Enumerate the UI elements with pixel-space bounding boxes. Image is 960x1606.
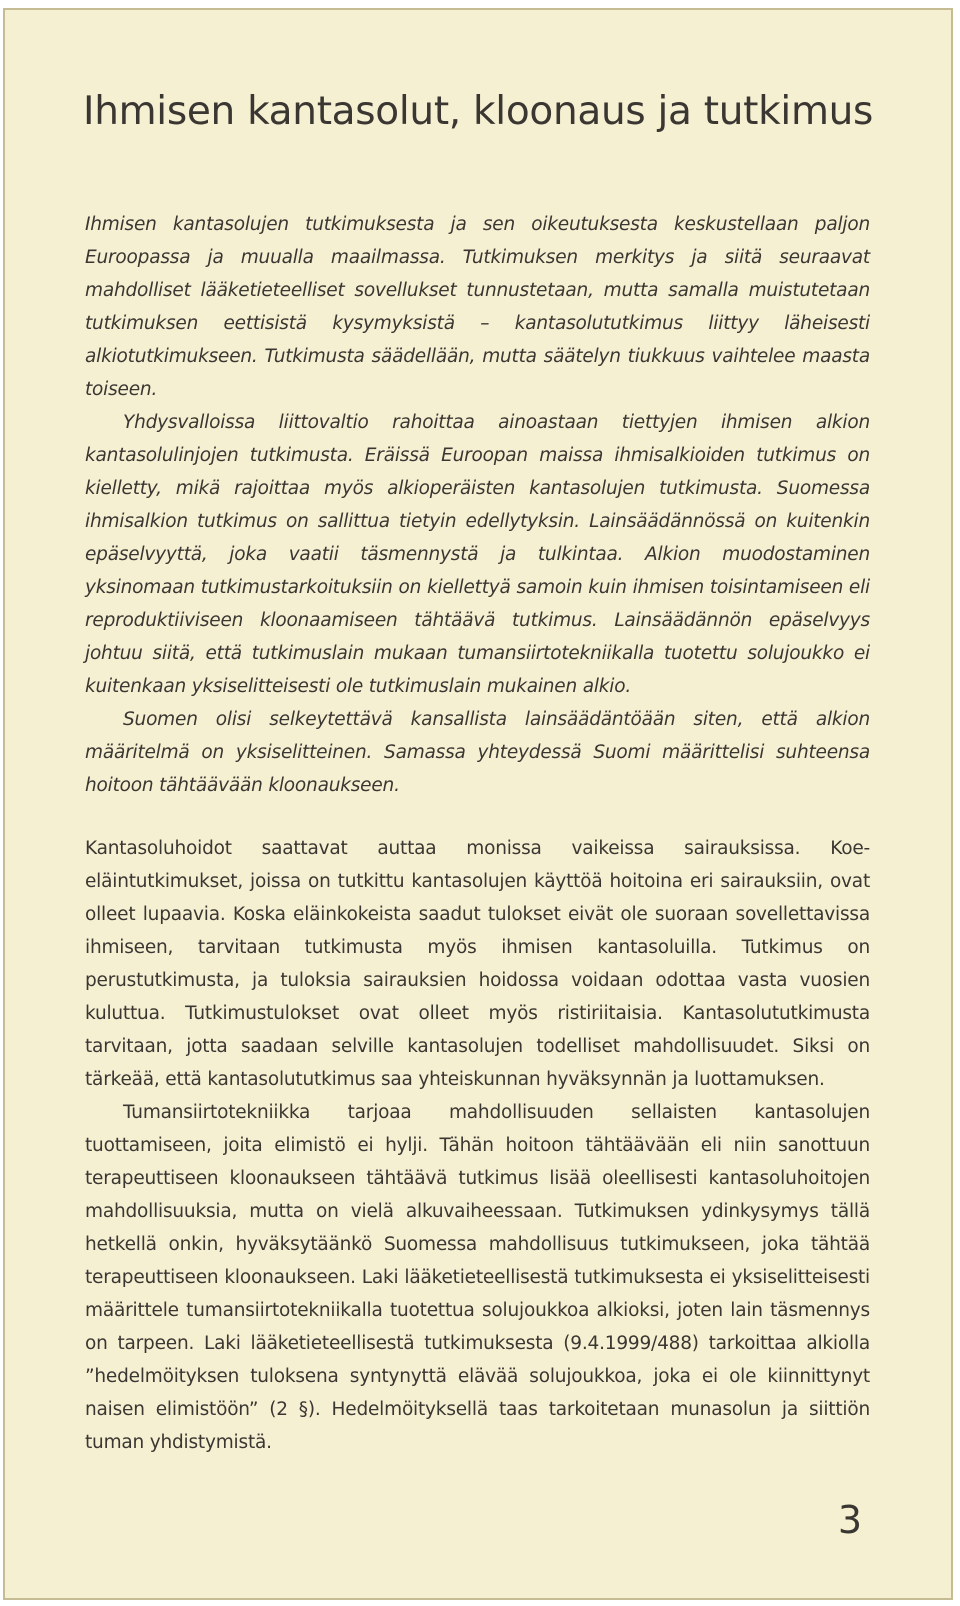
intro-paragraph: Suomen olisi selkeytettävä kansallista lainsäädäntöään siten, että alkion määritelmä on yksiselitteinen. Samassa yhteydessä Suomi määrittelisi suhteensa hoitoon tähtäävään kloonaukseen.	[85, 709, 870, 796]
body-section	[85, 832, 870, 1459]
page-title: Ihmisen kantasolut, kloonaus ja tutkimus	[83, 89, 874, 134]
intro-section	[85, 208, 870, 802]
intro-paragraph: Yhdysvalloissa liittovaltio rahoittaa ainoastaan tiettyjen ihmisen alkion kantasolulinjojen tutkimusta. Eräissä Euroopan maissa ihmisalkioiden tutkimus on kielletty, mikä rajoittaa myös alkioperäisten kantasolujen tutkimusta. Suomessa ihmisalkion tutkimus on sallittua tietyin edellytyksin. Lainsäädännössä on kuitenkin epäselvyyttä, joka vaatii täsmennystä ja tulkintaa. Alkion muodostaminen yksinomaan tutkimustarkoituksiin on kiellettyä samoin kuin ihmisen toisintamiseen eli reproduktiiviseen kloonaamiseen tähtäävä tutkimus. Lainsäädännön epäselvyys johtuu siitä, että tutkimuslain mukaan tumansiirtotekniikalla tuotettu solujoukko ei kuitenkaan yksiselitteisesti ole tutkimuslain mukainen alkio.	[85, 412, 870, 697]
page-number: 3	[837, 1498, 863, 1542]
body-paragraph: Kantasoluhoidot saattavat auttaa monissa vaikeissa sairauksissa. Koe-eläintutkimukset, joissa on tutkittu kantasolujen käyttöä hoitoina eri sairauksiin, ovat olleet lupaavia. Koska eläinkokeista saadut tulokset eivät ole suoraan sovellettavissa ihmiseen, tarvitaan tutkimusta myös ihmisen kantasoluilla. Tutkimus on perustutkimusta, ja tuloksia sairauksien hoidossa voidaan odottaa vasta vuosien kuluttua. Tutkimustulokset ovat olleet myös ristiriitaisia. Kantasolututkimusta tarvitaan, jotta saadaan selville kantasolujen todelliset mahdollisuudet. Siksi on tärkeää, että kantasolututkimus saa yhteiskunnan hyväksynnän ja luottamuksen.	[85, 838, 870, 1090]
document-page	[3, 8, 953, 1600]
body-paragraph: Tumansiirtotekniikka tarjoaa mahdollisuuden sellaisten kantasolujen tuottamiseen, joita elimistö ei hylji. Tähän hoitoon tähtäävään eli niin sanottuun terapeuttiseen kloonaukseen tähtäävä tutkimus lisää oleellisesti kantasoluhoitojen mahdollisuuksia, mutta on vielä alkuvaiheessaan. Tutkimuksen ydinkysymys tällä hetkellä onkin, hyväksytäänkö Suomessa mahdollisuus tutkimukseen, joka tähtää terapeuttiseen kloonaukseen. Laki lääketieteellisestä tutkimuksesta ei yksiselitteisesti määrittele tumansiirtotekniikalla tuotettua solujoukkoa alkioksi, joten lain täsmennys on tarpeen. Laki lääketieteellisestä tutkimuksesta (9.4.1999/488) tarkoittaa alkiolla ”hedelmöityksen tuloksena syntynyttä elävää solujoukkoa, joka ei ole kiinnittynyt naisen elimistöön” (2 §). Hedelmöityksellä taas tarkoitetaan munasolun ja siittiön tuman yhdistymistä.	[85, 1102, 870, 1453]
intro-paragraph: Ihmisen kantasolujen tutkimuksesta ja sen oikeutuksesta keskustellaan paljon Euroopassa ja muualla maailmassa. Tutkimuksen merkitys ja siitä seuraavat mahdolliset lääketieteelliset sovellukset tunnustetaan, mutta samalla muistutetaan tutkimuksen eettisistä kysymyksistä – kantasolututkimus liittyy läheisesti alkiotutkimukseen. Tutkimusta säädellään, mutta säätelyn tiukkuus vaihtelee maasta toiseen.	[85, 214, 870, 400]
